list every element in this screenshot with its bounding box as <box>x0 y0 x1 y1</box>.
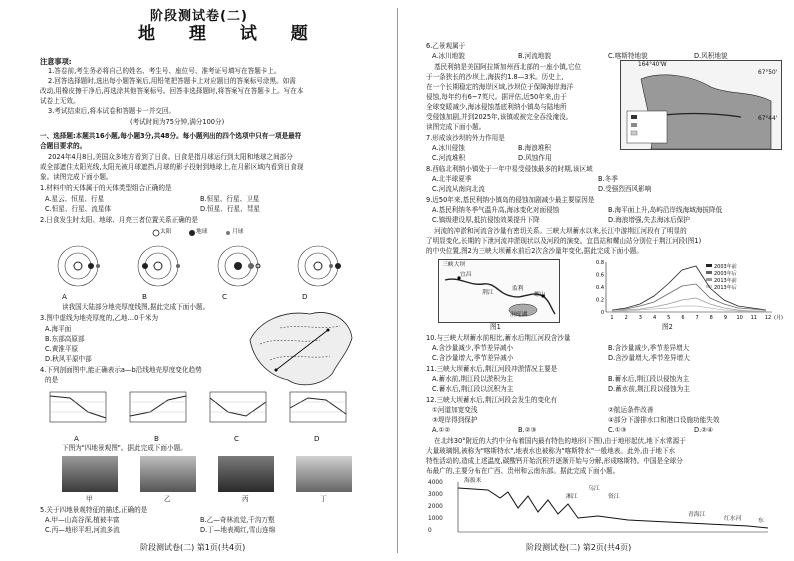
question-6: 6.乙景观属于 <box>426 42 466 50</box>
profile-y-label: 2000 <box>428 504 443 510</box>
q1-option-a: A.星云、恒星、行星 <box>45 195 105 203</box>
diagram-label-b: B <box>142 292 147 301</box>
orbit-diagrams <box>48 240 358 292</box>
question-2: 2.日食发生时太阳、地球、月亮三者位置关系正确的是 <box>40 216 198 224</box>
y-tick-label: 0.2 <box>596 297 604 304</box>
legend-moon: 月球 <box>232 229 244 235</box>
q1-option-d: D.恒星、行星、彗星 <box>200 205 260 213</box>
q10-option-a: A.含沙量减少,季节差异减小 <box>432 344 514 352</box>
map2-label: 三峡大坝 <box>442 262 466 268</box>
q3-option-a: A.海平面 <box>45 325 72 333</box>
intro-text: 河流的冲淤和河流含沙量有密切关系。三峡大坝蓄水以来,长江中游荆江河段有了明显的 <box>434 227 687 235</box>
profile-label-d: D <box>314 434 320 443</box>
photo-label: 丙 <box>242 495 249 503</box>
intro-text: 下图为"四地景观图"。据此完成下面小题。 <box>62 444 187 452</box>
q12-option-d: D.②④ <box>694 426 713 434</box>
section-heading: 一、选择题:本题共16小题,每小题3分,共48分。每小题列出的四个选项中只有一项是最符 <box>40 132 302 140</box>
x-tick-label: 6 <box>681 315 685 321</box>
notice-line: 1.答卷前,考生务必将自己的姓名、考生号、座位号、准考证号填写在答题卡上。 <box>48 67 281 75</box>
y-tick-label: 0.6 <box>596 272 604 279</box>
x-tick-label: 2 <box>624 315 628 321</box>
notice-line: 试卷上无效。 <box>40 97 80 105</box>
x-tick-label: 8 <box>709 315 713 321</box>
x-tick-label: 7 <box>695 315 699 321</box>
profile-label-a: A <box>74 434 79 443</box>
legend-swatch <box>706 278 712 281</box>
profile-label: 红水河 <box>724 516 742 522</box>
intro-text: 基民利纳是美国阿拉斯加州西北部的一座小镇,它位 <box>434 63 582 71</box>
question-12: 12.三峡大坝蓄水后,荆江河段会发生的变化有 <box>426 396 558 404</box>
x-unit-label: (月) <box>774 315 783 321</box>
q11-option-a: A.蓄水前,荆江段以淤积为主 <box>432 375 514 383</box>
q8-option-b: B.冬季 <box>598 175 618 183</box>
question-5: 5.关于四地景观特征的描述,正确的是 <box>40 506 148 514</box>
profile-label: 青海江 <box>688 512 706 518</box>
figure-label: 图1 <box>490 323 501 331</box>
intro-text: 读我国大陆部分地壳厚度线图,据此完成下面小题。 <box>62 303 210 311</box>
legend-label: 2003年前 <box>714 264 737 270</box>
q7-option-d: D.风蚀作用 <box>518 154 552 162</box>
intro-text: 在一个长期稳定的海岸区域,沙坝位于保障海岸海洋 <box>426 83 574 91</box>
page-footer: 阶段测试卷(二) 第1页(共4页) <box>140 543 246 552</box>
notice-title: 注意事项: <box>40 57 72 66</box>
map-coord: 67°50' <box>758 70 778 76</box>
series-line <box>612 266 766 310</box>
profile-label: 海拔米 <box>464 478 482 484</box>
question-9: 9.近50年来,基民利纳小镇岛的侵蚀加剧减少最主要原因是 <box>426 196 595 204</box>
exam-title: 阶段测试卷(二) <box>150 9 248 24</box>
q1-option-b: B.恒星、行星、卫星 <box>200 195 260 203</box>
profile-label: 湘江 <box>566 494 578 500</box>
photo-label: 丁 <box>320 495 327 503</box>
intro-text: 特性活动的,造成上述温度,碳酸钙开始沉积并逐渐开始与分解,形成喀斯特。中国是全球分 <box>426 457 683 465</box>
intro-text: 受侵蚀加剧,并到2025年,该镇或被完全吞没淹没。 <box>426 113 573 121</box>
x-tick-label: 12 <box>764 315 772 321</box>
diagram-label-c: C <box>222 292 228 301</box>
q12-option-c: C.①③ <box>608 426 627 434</box>
diagram-label-d: D <box>302 292 308 301</box>
question-4b: 的是 <box>45 376 59 384</box>
q7-option-a: A.冰川侵蚀 <box>432 144 465 152</box>
map-coord: 164°40'W <box>638 62 667 68</box>
q11-option-b: B.蓄水后,荆江段以侵蚀为主 <box>608 375 690 383</box>
map2-label: 螺山 <box>534 292 546 298</box>
intro-text: 在北纬30°附近的大约中分布着国内最有特色的地形(下图),由于地形起伏,地下水常源于 <box>434 437 686 445</box>
question-3: 3.图中虚线为地壳厚度的,乙地…0千米为 <box>40 314 159 322</box>
q1-option-c: C.恒星、行星、流星体 <box>45 205 112 213</box>
q10-option-b: B.含沙量减少,季节差异增大 <box>608 344 690 352</box>
q8-option-d: D.受强烈西风影响 <box>598 185 652 193</box>
legend-label: 2003年后 <box>714 271 737 277</box>
q5-option-a: A.甲—山高谷深,植被丰富 <box>45 516 120 524</box>
intro-text: 大量玻璃钢,被称为"喀斯特水",地表水也被称为"喀斯特水"一般地表。此外,由于地下水 <box>426 447 676 455</box>
intro-text: 象。读图完成下面小题。 <box>40 173 113 181</box>
question-1: 1.材料中的天体属于的天体类型组合正确的是 <box>40 184 172 192</box>
profile-y-label: 1000 <box>428 516 443 522</box>
section-heading: 合题目要求的。 <box>40 142 87 150</box>
q11-option-d: D.蓄水前,荆江段以侵蚀为主 <box>608 385 690 393</box>
intro-text: 或全部遮住太阳光线,太阳光被月球遮挡,月球的影子投射到地球上,在月影区域内看到日食现 <box>40 163 304 171</box>
notice-line: 改动,用橡皮擦干净后,再选涂其他答案标号。回答非选择题时,将答案写在答题卡上。写在本 <box>40 87 304 95</box>
photo-label: 甲 <box>86 495 93 503</box>
legend-swatch <box>706 271 712 274</box>
map-coord: 67°44' <box>758 116 778 122</box>
photo-yi <box>140 456 196 492</box>
q5-option-d: D.丁—地表褐红,雪山连绵 <box>200 526 276 534</box>
q5-option-c: C.丙—地形平坦,河流多流 <box>45 526 120 534</box>
crust-profile-charts <box>40 388 360 432</box>
profile-label: 东 <box>758 518 764 524</box>
q6-option-a: A.冰川地貌 <box>432 52 465 60</box>
q5-option-b: B.乙—奇林流觉,千沟万壑 <box>200 516 275 524</box>
q7-option-c: C.河流堆积 <box>432 154 466 162</box>
profile-label: 资江 <box>608 494 620 500</box>
q12-item: ④部分下游排水口和港口设施功能失效 <box>608 416 720 424</box>
q3-option-d: D.秋风平原中部 <box>45 355 92 363</box>
diagram-label-a: A <box>62 292 67 301</box>
question-4: 4.下列剖面图中,能正确表示a—b沿线地壳厚度变化趋势 <box>40 366 202 374</box>
legend-label: 2013年后 <box>714 285 737 291</box>
q12-item: ②航运条件改善 <box>608 406 654 414</box>
terrain-profile <box>428 478 780 536</box>
intro-text: 的中央位置,图2为三峡大坝蓄水前后2次含沙量年变化,据此完成下面小题。 <box>426 247 643 255</box>
q3-option-b: B.东部高原部 <box>45 335 85 343</box>
q9-option-a: A.基民利纳冬季气温升高,海冰变化对面侵蚀 <box>432 206 560 214</box>
china-crust-map <box>240 300 360 390</box>
photo-jia <box>62 456 118 492</box>
profile-label: 乌江 <box>588 486 600 492</box>
x-tick-label: 3 <box>638 315 642 321</box>
profile-label-c: C <box>234 434 240 443</box>
photo-label: 乙 <box>164 495 171 503</box>
photo-ding <box>296 456 352 492</box>
legend-swatch <box>706 264 712 267</box>
x-tick-label: 10 <box>736 315 743 321</box>
series-line <box>612 298 766 311</box>
q6-option-c: C.喀斯特地貌 <box>608 52 648 60</box>
sediment-chart <box>586 258 786 324</box>
intro-text: 于一条狭长的沙坝上,海拔约1.8—3米。历史上, <box>426 73 564 81</box>
profile-y-label: 0 <box>428 528 432 534</box>
profile-label-b: B <box>154 434 159 443</box>
map2-label: 宜昌 <box>460 272 472 278</box>
q6-option-d: D.风积地貌 <box>694 52 728 60</box>
question-8: 8.西临北利纳小镇处于一年中易受侵蚀最多的时期,该区域 <box>426 165 593 173</box>
subject-title: 地 理 试 题 <box>138 24 322 44</box>
intro-text: 全球变暖减少,海冰侵蚀基底利纳小镇岛与陆地所 <box>426 103 567 111</box>
y-tick-label: 0.8 <box>596 260 604 266</box>
map2-label: 监利 <box>512 286 524 292</box>
x-tick-label: 9 <box>723 315 728 321</box>
question-10: 10.与三峡大坝蓄水前相比,蓄水后荆江河段含沙量 <box>426 334 571 342</box>
q8-option-c: C.河流从南向北流 <box>432 185 485 193</box>
q9-option-d: D.海浪增强,失去海冰后保护 <box>608 216 690 224</box>
intro-text: 侵蚀,每年约有6~7英尺。据评估,近50年来,由于 <box>426 93 567 101</box>
y-tick-label: 0.4 <box>596 285 604 291</box>
page-footer: 阶段测试卷(二) 第2页(共4页) <box>526 543 632 552</box>
x-tick-label: 1 <box>610 315 614 321</box>
legend-sun: 太阳 <box>160 229 172 235</box>
q12-item: ①河道加宽变浅 <box>432 406 478 414</box>
q10-option-c: C.含沙量增大,季节差异减小 <box>432 354 514 362</box>
q8-option-a: A.北半球夏季 <box>432 175 472 183</box>
q6-option-b: B.河流地貌 <box>518 52 551 60</box>
intro-text: 布最广的,主要分布在广西、贵州和云南东部。据此完成下面小题。 <box>426 467 620 475</box>
figure-label: 图2 <box>662 323 673 331</box>
legend-label: 2013年前 <box>714 278 737 284</box>
q7-option-b: B.海浪堆积 <box>518 144 551 152</box>
q10-option-d: D.含沙量增大,季节差异增大 <box>608 354 690 362</box>
q12-item: ③堤岸得到保护 <box>432 416 478 424</box>
question-11: 11.三峡大坝蓄水后,荆江河段冲淤情况主要是 <box>426 365 558 373</box>
notice-line: 3.考试结束后,将本试卷和答题卡一并交回。 <box>48 107 176 115</box>
q3-option-c: C.黄淮平原 <box>45 345 79 353</box>
q12-option-a: A.①② <box>432 426 451 434</box>
time-note: (考试时间为75分钟,满分100分) <box>130 118 225 126</box>
intro-text: 了明显变化,长期的下泄河流冲淤现状以及河段的演变。宜昌站和螺山站分别位于荆江河段(图1) <box>426 237 702 245</box>
x-tick-label: 5 <box>667 315 671 321</box>
right-page <box>398 0 794 561</box>
q11-option-c: C.蓄水后,荆江段以沉积为主 <box>432 385 514 393</box>
map2-label: 荆江 <box>482 290 494 296</box>
intro-text: 读图完成下面小题。 <box>426 123 486 131</box>
q9-option-c: C.镇级建设厚,抵抗侵蚀效果提升下降 <box>432 216 540 224</box>
x-tick-label: 4 <box>652 315 657 321</box>
legend-earth: 地球 <box>196 229 208 235</box>
profile-y-label: 4000 <box>428 480 443 486</box>
question-7: 7.形成该沙坝的外力作用是 <box>426 134 505 142</box>
q9-option-b: B.海平面上升,岛屿沿岸线海域海拔降低 <box>608 206 723 214</box>
notice-line: 2.回答选择题时,选出每小题答案后,用铅笔把答题卡上对应题目的答案标号涂黑。如需 <box>48 77 296 85</box>
x-tick-label: 11 <box>750 315 758 321</box>
q12-option-b: B.②③ <box>518 426 537 434</box>
intro-text: 2024年4月8日,美国众多地方看到了日食。日食是指月球运行到太阳和地球之间部分 <box>48 153 293 161</box>
profile-y-label: 3000 <box>428 492 443 498</box>
y-tick-label: 0 <box>600 310 604 316</box>
map2-label: 洞庭湖 <box>510 312 528 318</box>
photo-bing <box>218 456 274 492</box>
left-page <box>0 0 396 561</box>
